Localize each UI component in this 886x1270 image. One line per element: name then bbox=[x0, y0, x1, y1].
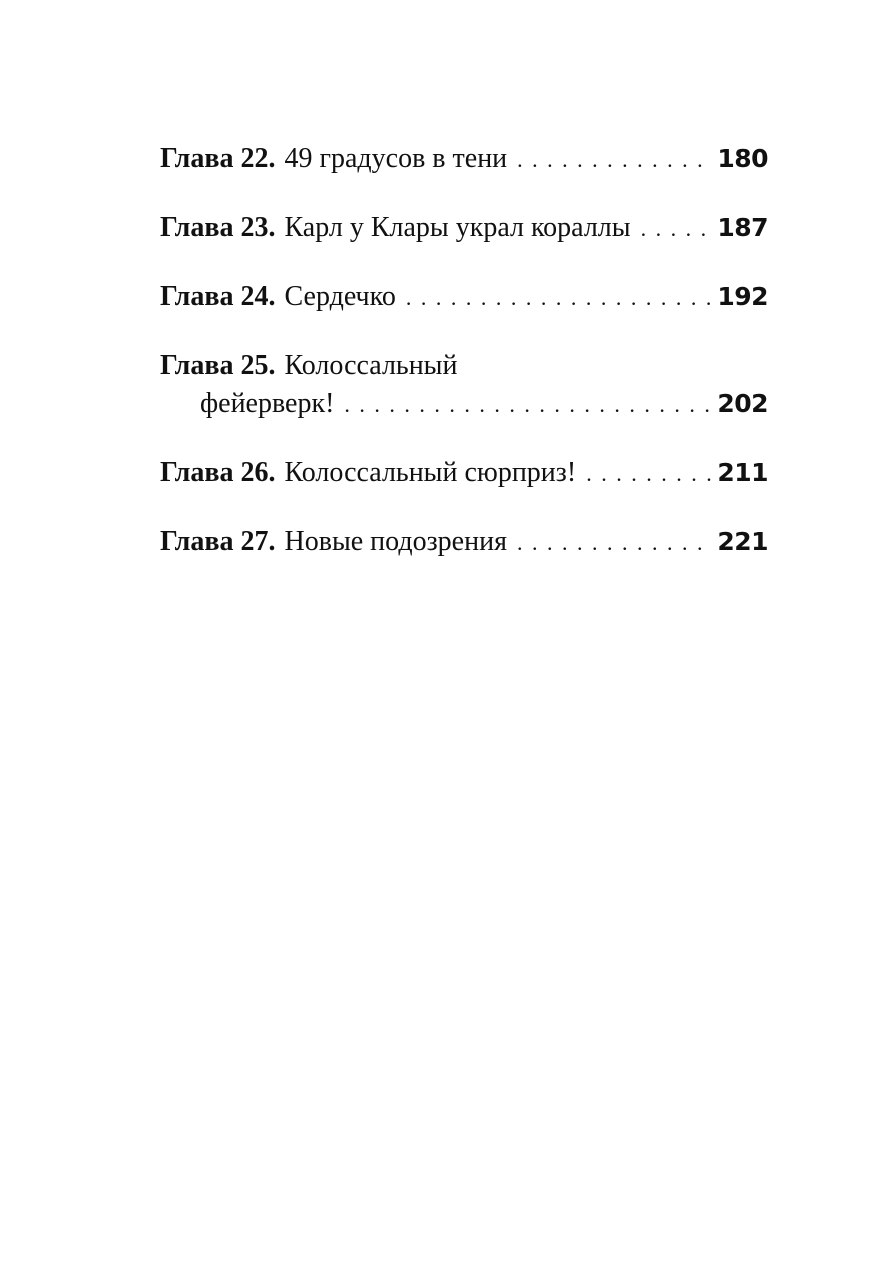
toc-entry-chapter-23 bbox=[160, 209, 768, 248]
page-number: 221 bbox=[717, 527, 768, 556]
page-number: 211 bbox=[717, 458, 768, 487]
chapter-number: Глава 23. bbox=[160, 212, 276, 243]
page-number: 187 bbox=[717, 213, 768, 242]
page-number: 202 bbox=[717, 389, 768, 418]
chapter-title: Карл у Клары украл кораллы bbox=[284, 212, 631, 243]
dot-leader bbox=[641, 210, 712, 248]
chapter-number: Глава 26. bbox=[160, 457, 276, 488]
dot-leader bbox=[344, 386, 711, 424]
chapter-number: Глава 22. bbox=[160, 143, 276, 174]
toc-entry-chapter-24 bbox=[160, 278, 768, 317]
chapter-title: 49 градусов в тени bbox=[284, 143, 508, 174]
chapter-title-line-2: фейерверк! bbox=[200, 388, 335, 419]
toc-entry-chapter-26 bbox=[160, 454, 768, 493]
chapter-title-line-1: Колоссальный bbox=[284, 350, 458, 381]
chapter-title: Колоссальный сюрприз! bbox=[284, 457, 577, 488]
chapter-number: Глава 25. bbox=[160, 350, 276, 381]
toc-entry-chapter-25 bbox=[160, 347, 768, 424]
chapter-title: Сердечко bbox=[284, 281, 396, 312]
dot-leader bbox=[406, 279, 711, 317]
page-number: 192 bbox=[717, 282, 768, 311]
chapter-number: Глава 24. bbox=[160, 281, 276, 312]
toc-entry-chapter-22 bbox=[160, 140, 768, 179]
page-number: 180 bbox=[717, 144, 768, 173]
dot-leader bbox=[586, 455, 711, 493]
toc-entry-chapter-27 bbox=[160, 523, 768, 562]
dot-leader bbox=[517, 141, 711, 179]
dot-leader bbox=[517, 524, 711, 562]
table-of-contents bbox=[160, 140, 768, 592]
chapter-number: Глава 27. bbox=[160, 526, 276, 557]
chapter-title: Новые подозрения bbox=[284, 526, 507, 557]
